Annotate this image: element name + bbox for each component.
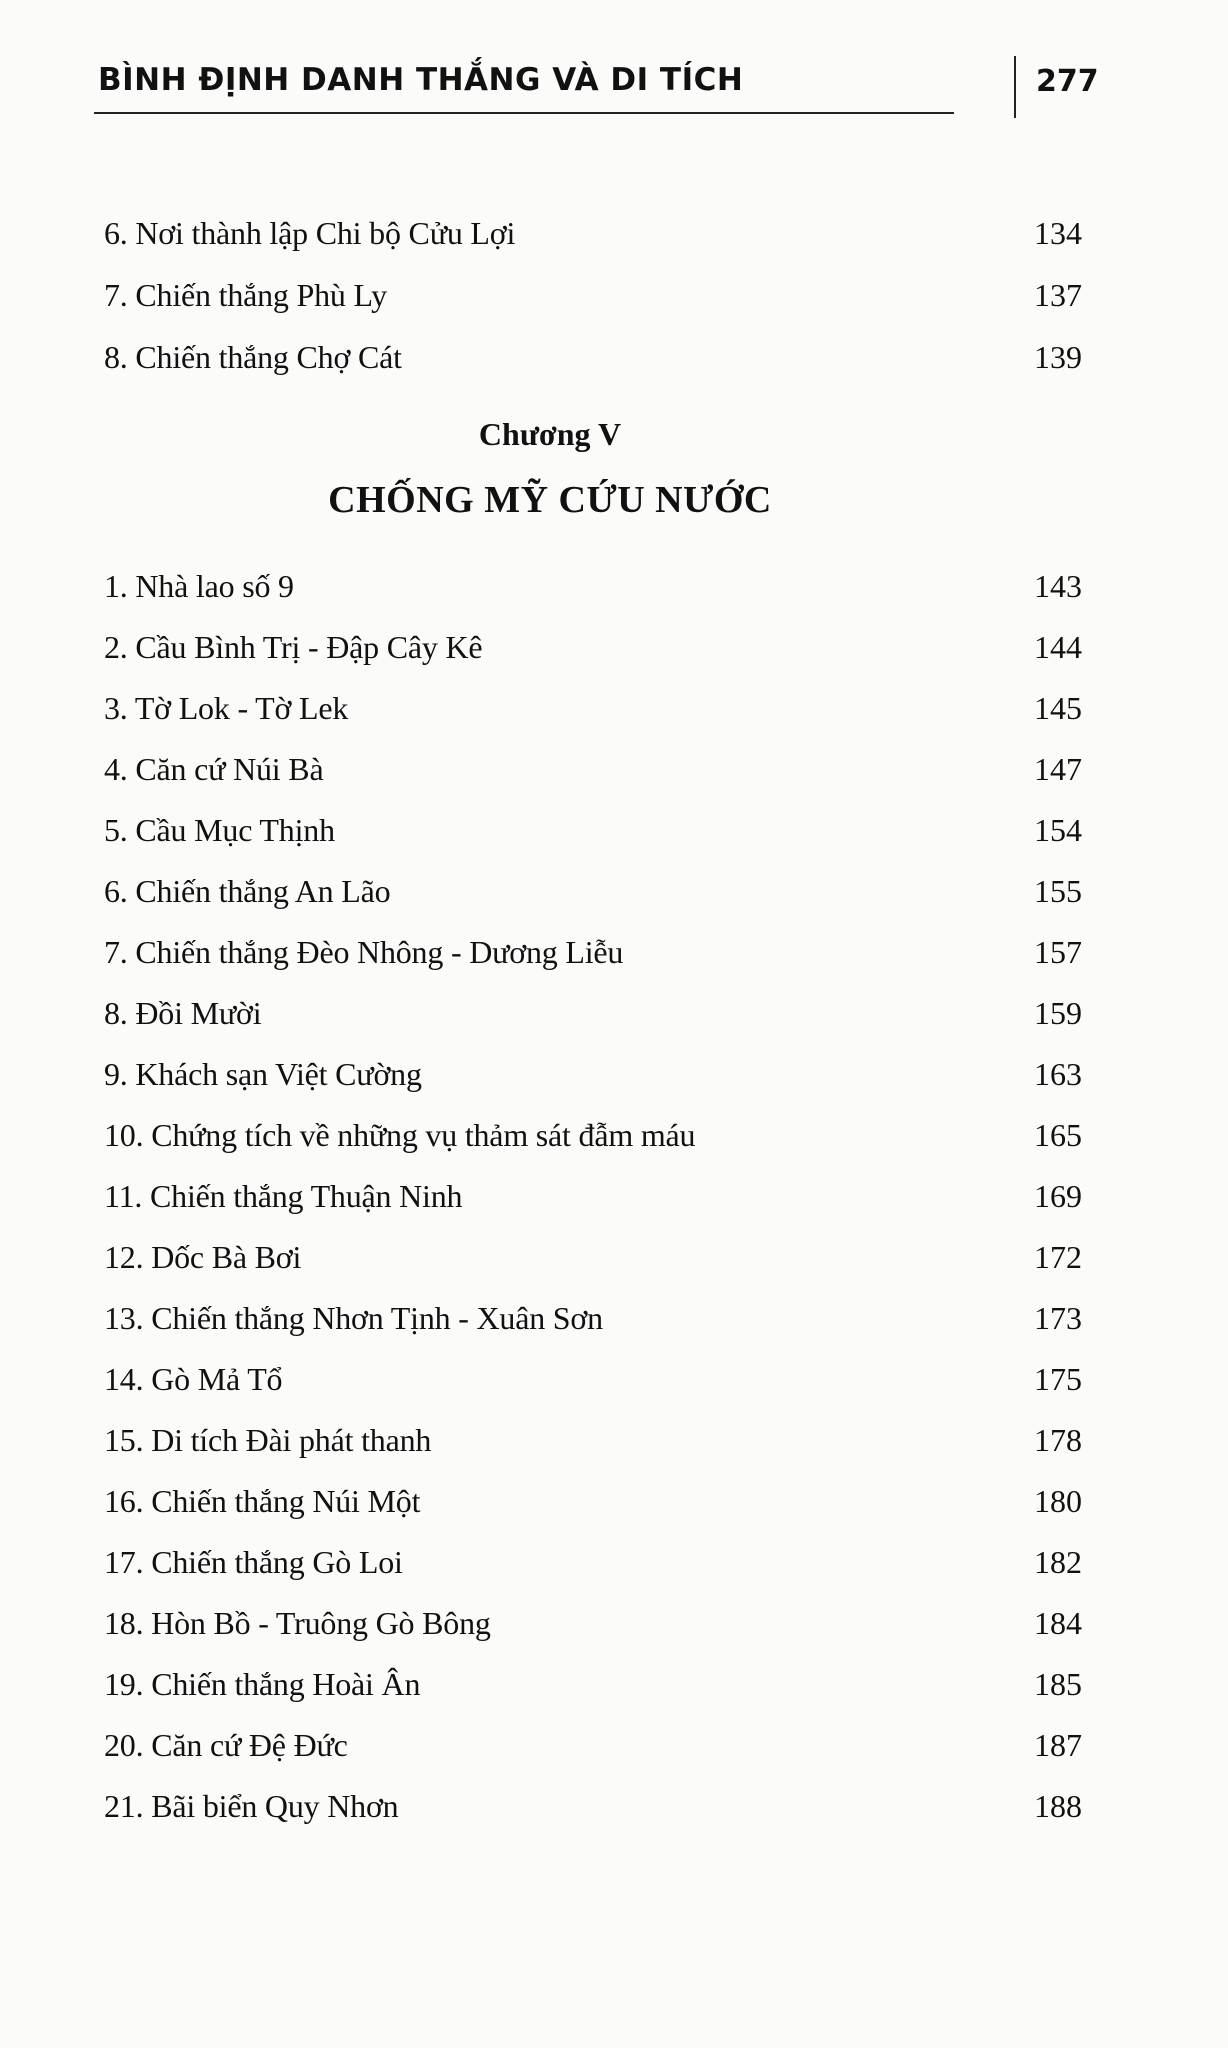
toc-entry-title: 13. Chiến thắng Nhơn Tịnh - Xuân Sơn (104, 1300, 603, 1336)
toc-entry-title: 10. Chứng tích về những vụ thảm sát đẫm máu (104, 1117, 696, 1153)
toc-entry (100, 1653, 1096, 1714)
toc-entry-title: 7. Chiến thắng Phù Ly (104, 277, 387, 313)
toc-entry-title: 7. Chiến thắng Đèo Nhông - Dương Liễu (104, 934, 624, 970)
page-header (98, 62, 1098, 132)
toc-entry-title: 14. Gò Mả Tổ (104, 1361, 283, 1397)
toc-entry-title: 19. Chiến thắng Hoài Ân (104, 1666, 421, 1702)
toc-entry-title: 16. Chiến thắng Núi Một (104, 1483, 421, 1519)
toc-entry-page: 139 (1034, 339, 1082, 375)
toc-entry-title: 4. Căn cứ Núi Bà (104, 751, 324, 787)
toc-entry (100, 1775, 1096, 1836)
toc-entry (100, 555, 1096, 616)
toc-entry (100, 326, 1096, 388)
toc-entry-page: 165 (1034, 1117, 1082, 1153)
toc-entry-title: 18. Hòn Bồ - Truông Gò Bông (104, 1605, 491, 1641)
toc-entry-title: 9. Khách sạn Việt Cường (104, 1056, 422, 1092)
page-number: 277 (1036, 64, 1099, 99)
chapter-title: CHỐNG MỸ CỨU NƯỚC (328, 479, 772, 521)
toc-entry-title: 1. Nhà lao số 9 (104, 568, 294, 604)
toc-entry (100, 677, 1096, 738)
toc-entry-title: 2. Cầu Bình Trị - Đập Cây Kê (104, 629, 483, 665)
toc-entry-title: 6. Nơi thành lập Chi bộ Cửu Lợi (104, 215, 516, 251)
toc-entry-page: 137 (1034, 277, 1082, 313)
toc-entry-title: 11. Chiến thắng Thuận Ninh (104, 1178, 463, 1214)
chapter-label: Chương V (478, 416, 622, 452)
toc-entry-title: 8. Chiến thắng Chợ Cát (104, 339, 402, 375)
running-title: BÌNH ĐỊNH DANH THẮNG VÀ DI TÍCH (98, 62, 744, 98)
toc-entry-title: 20. Căn cứ Đệ Đức (104, 1727, 348, 1763)
toc-entry-page: 182 (1034, 1544, 1082, 1580)
toc-entry (100, 1592, 1096, 1653)
toc-entry (100, 1348, 1096, 1409)
toc-entry-title: 21. Bãi biển Quy Nhơn (104, 1788, 399, 1824)
toc-entry (100, 1470, 1096, 1531)
toc-entry-page: 144 (1034, 629, 1082, 665)
toc-entry-page: 188 (1034, 1788, 1082, 1824)
toc-entry-title: 6. Chiến thắng An Lão (104, 873, 391, 909)
toc-entry-page: 143 (1034, 568, 1082, 604)
toc-entry (100, 860, 1096, 921)
toc-entry (100, 1226, 1096, 1287)
toc-entry (100, 799, 1096, 860)
toc-entry (100, 1714, 1096, 1775)
header-rule (94, 112, 954, 114)
toc-entry (100, 982, 1096, 1043)
toc-entry-page: 185 (1034, 1666, 1082, 1702)
toc-entry-title: 8. Đồi Mười (104, 995, 262, 1031)
toc-entry (100, 1104, 1096, 1165)
toc-entry-title: 3. Tờ Lok - Tờ Lek (104, 690, 349, 726)
toc-entry-page: 172 (1034, 1239, 1082, 1275)
toc-entry-title: 15. Di tích Đài phát thanh (104, 1422, 432, 1458)
header-divider (1014, 56, 1016, 118)
toc-entry (100, 1165, 1096, 1226)
toc-entry (100, 1043, 1096, 1104)
toc-entry-title: 12. Dốc Bà Bơi (104, 1239, 302, 1275)
toc-entry-page: 169 (1034, 1178, 1082, 1214)
toc-entry-page: 175 (1034, 1361, 1082, 1397)
toc-entry (100, 1531, 1096, 1592)
toc-entry (100, 738, 1096, 799)
toc-entry (100, 616, 1096, 677)
toc-entry-page: 147 (1034, 751, 1082, 787)
toc-previous-chapter (100, 202, 1096, 388)
toc-entry-page: 173 (1034, 1300, 1082, 1336)
toc-entry (100, 921, 1096, 982)
toc-entry (100, 202, 1096, 264)
toc-entry-page: 163 (1034, 1056, 1082, 1092)
toc-entry (100, 1287, 1096, 1348)
toc-entry-page: 159 (1034, 995, 1082, 1031)
toc-entry (100, 1409, 1096, 1470)
toc-chapter-v (100, 555, 1096, 1836)
toc-entry-page: 155 (1034, 873, 1082, 909)
toc-entry-page: 184 (1034, 1605, 1082, 1641)
toc-entry-page: 180 (1034, 1483, 1082, 1519)
toc-entry (100, 264, 1096, 326)
toc-entry-page: 145 (1034, 690, 1082, 726)
toc-entry-page: 154 (1034, 812, 1082, 848)
toc-entry-page: 178 (1034, 1422, 1082, 1458)
toc-entry-page: 134 (1034, 215, 1082, 251)
toc-entry-title: 5. Cầu Mục Thịnh (104, 812, 335, 848)
toc-entry-page: 187 (1034, 1727, 1082, 1763)
toc-entry-page: 157 (1034, 934, 1082, 970)
toc-entry-title: 17. Chiến thắng Gò Loi (104, 1544, 403, 1580)
